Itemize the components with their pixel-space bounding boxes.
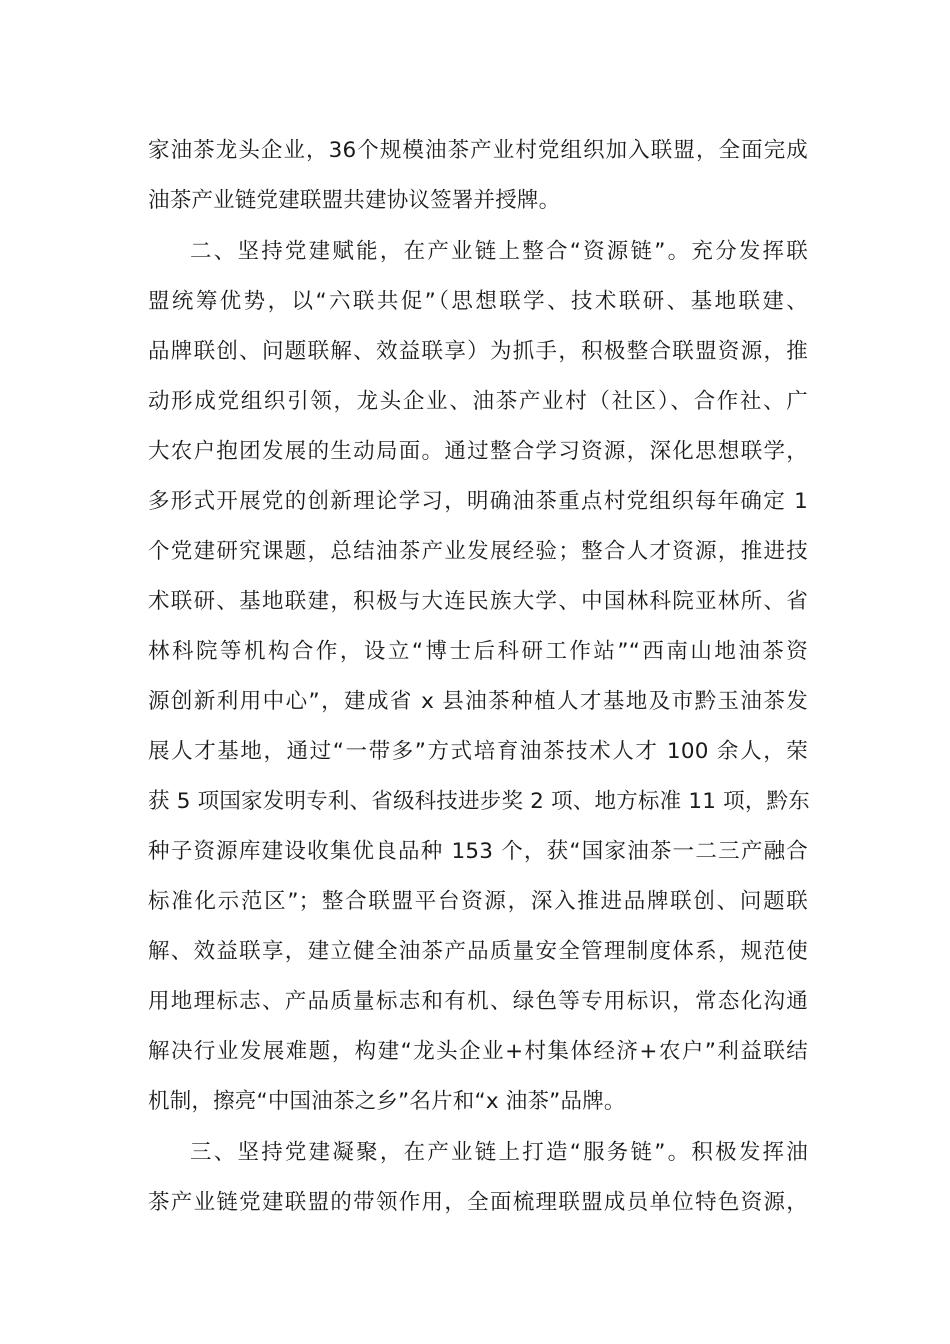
text-line: 解决行业发展难题，构建“龙头企业+村集体经济+农户”利益联结: [148, 1039, 808, 1064]
text-line: 家油茶龙头企业，36个规模油茶产业村党组织加入联盟，全面完成: [148, 138, 808, 163]
text-line: 种子资源库建设收集优良品种 153 个，获“国家油茶一二三产融合: [148, 839, 808, 864]
text-line: 品牌联创、问题联解、效益联享）为抓手，积极整合联盟资源，推: [148, 339, 808, 364]
text-line: 标准化示范区”；整合联盟平台资源，深入推进品牌联创、问题联: [148, 889, 808, 914]
text-line: 林科院等机构合作，设立“博士后科研工作站”“西南山地油茶资: [148, 639, 808, 664]
text-line: 个党建研究课题，总结油茶产业发展经验；整合人才资源，推进技: [148, 539, 808, 564]
text-line: 多形式开展党的创新理论学习，明确油茶重点村党组织每年确定 1: [148, 489, 808, 514]
text-line: 大农户抱团发展的生动局面。通过整合学习资源，深化思想联学，: [148, 439, 808, 464]
text-line: 源创新利用中心”，建成省 x 县油茶种植人才基地及市黔玉油茶发: [148, 689, 808, 714]
text-line: 获 5 项国家发明专利、省级科技进步奖 2 项、地方标准 11 项，黔东: [148, 789, 810, 814]
text-line: 解、效益联享，建立健全油茶产品质量安全管理制度体系，规范使: [148, 939, 808, 964]
paragraph-start-line: 三、坚持党建凝聚，在产业链上打造“服务链”。积极发挥油: [190, 1140, 808, 1165]
text-line: 用地理标志、产品质量标志和有机、绿色等专用标识，常态化沟通: [148, 989, 808, 1014]
text-line: 展人才基地，通过“一带多”方式培育油茶技术人才 100 余人，荣: [148, 739, 808, 764]
paragraph-start-line: 二、坚持党建赋能，在产业链上整合“资源链”。充分发挥联: [190, 239, 808, 264]
text-line: 盟统筹优势，以“六联共促”（思想联学、技术联研、基地联建、: [148, 289, 808, 314]
text-line: 茶产业链党建联盟的带领作用，全面梳理联盟成员单位特色资源，: [148, 1190, 808, 1215]
text-line: 机制，擦亮“中国油茶之乡”名片和“x 油茶”品牌。: [148, 1089, 626, 1114]
text-line: 动形成党组织引领，龙头企业、油茶产业村（社区）、合作社、广: [148, 389, 808, 414]
text-line: 油茶产业链党建联盟共建协议签署并授牌。: [148, 188, 561, 213]
text-line: 术联研、基地联建，积极与大连民族大学、中国林科院亚林所、省: [148, 589, 808, 614]
